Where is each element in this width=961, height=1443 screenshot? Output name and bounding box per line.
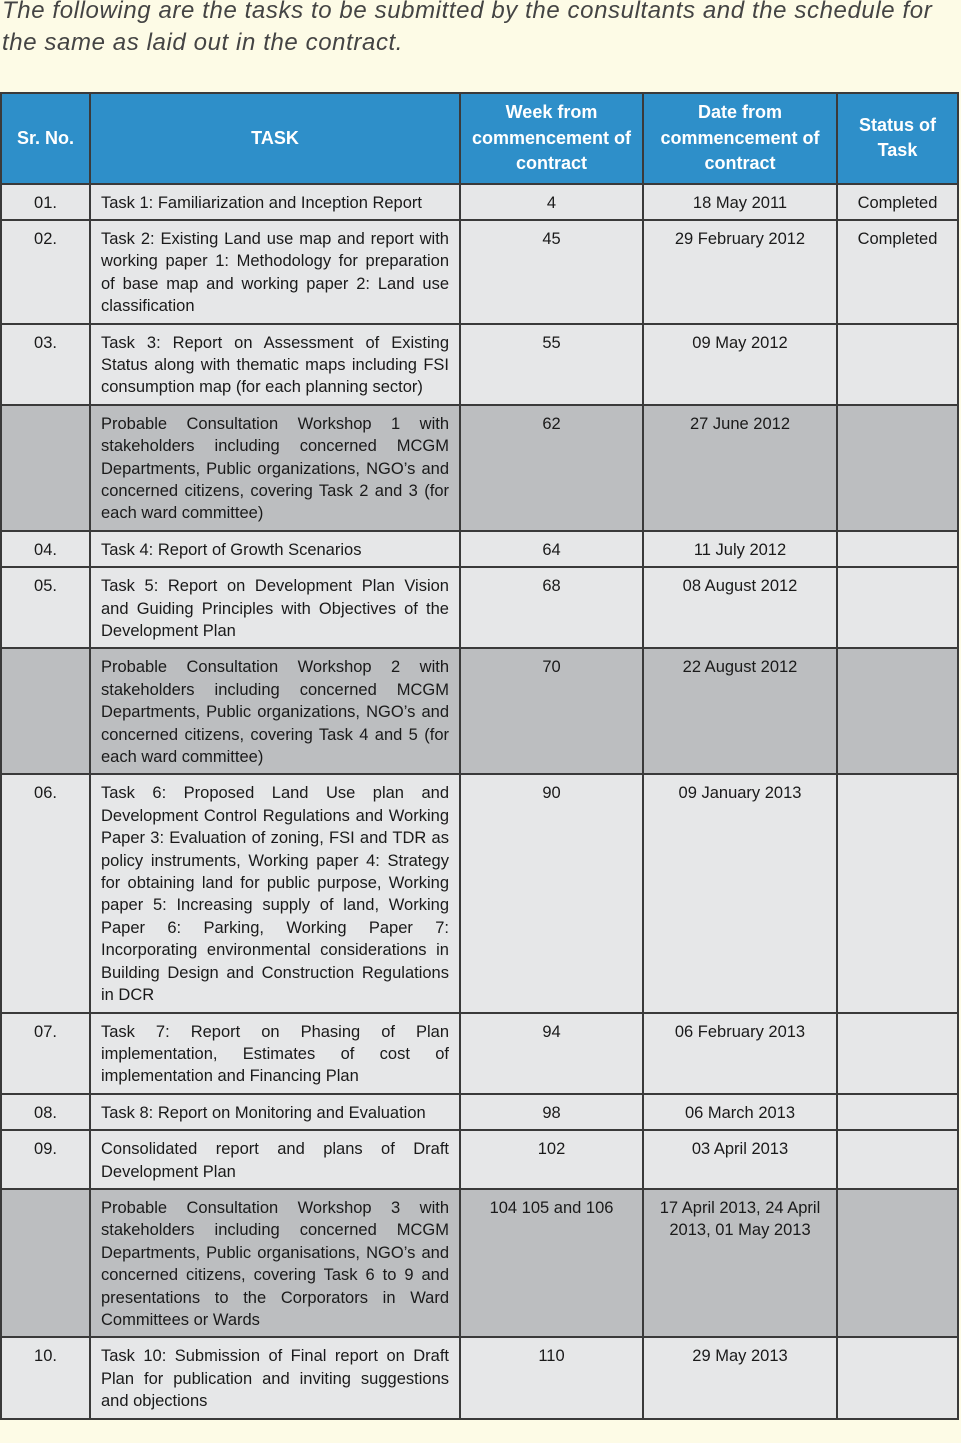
cell-status: Completed (837, 184, 958, 220)
cell-status: Completed (837, 220, 958, 324)
table-body (1, 184, 958, 1419)
cell-task: Task 1: Familiarization and Inception Report (90, 184, 460, 220)
cell-week: 68 (460, 567, 643, 648)
cell-date: 29 May 2013 (643, 1337, 837, 1418)
cell-sr-no: 07. (1, 1013, 90, 1094)
cell-week: 90 (460, 774, 643, 1012)
cell-sr-no: 03. (1, 324, 90, 405)
task-schedule-table (0, 92, 959, 1420)
cell-date: 06 March 2013 (643, 1094, 837, 1130)
cell-status (837, 405, 958, 531)
cell-sr-no (1, 648, 90, 774)
cell-sr-no (1, 405, 90, 531)
cell-status (837, 648, 958, 774)
cell-date: 18 May 2011 (643, 184, 837, 220)
cell-week: 4 (460, 184, 643, 220)
table-row (1, 184, 958, 220)
cell-sr-no: 09. (1, 1130, 90, 1189)
cell-sr-no: 05. (1, 567, 90, 648)
cell-week: 102 (460, 1130, 643, 1189)
cell-date: 29 February 2012 (643, 220, 837, 324)
cell-status (837, 1094, 958, 1130)
cell-task: Task 7: Report on Phasing of Plan implementation, Estimates of cost of implementation and Financing Plan (90, 1013, 460, 1094)
cell-week: 70 (460, 648, 643, 774)
header-status: Status of Task (837, 93, 958, 184)
cell-task: Consolidated report and plans of Draft Development Plan (90, 1130, 460, 1189)
intro-paragraph: The following are the tasks to be submitted by the consultants and the schedule for the same as laid out in the contract. (2, 0, 933, 56)
cell-task: Task 10: Submission of Final report on Draft Plan for publication and inviting suggestions and objections (90, 1337, 460, 1418)
cell-date: 06 February 2013 (643, 1013, 837, 1094)
table-row (1, 324, 958, 405)
table-row (1, 1337, 958, 1418)
header-date: Date from commencement of contract (643, 93, 837, 184)
cell-sr-no (1, 1189, 90, 1337)
cell-date: 08 August 2012 (643, 567, 837, 648)
table-row (1, 774, 958, 1012)
cell-status (837, 1337, 958, 1418)
cell-task: Probable Consultation Workshop 2 with stakeholders including concerned MCGM Departments, Public organizations, NGO’s and concerned citizens, covering Task 4 and 5 (for each ward committee) (90, 648, 460, 774)
cell-week: 104 105 and 106 (460, 1189, 643, 1337)
cell-week: 94 (460, 1013, 643, 1094)
cell-status (837, 324, 958, 405)
cell-date: 22 August 2012 (643, 648, 837, 774)
cell-date: 03 April 2013 (643, 1130, 837, 1189)
cell-status (837, 774, 958, 1012)
cell-sr-no: 04. (1, 531, 90, 567)
cell-date: 09 May 2012 (643, 324, 837, 405)
cell-task: Task 6: Proposed Land Use plan and Development Control Regulations and Working Paper 3: Evaluation of zoning, FSI and TDR as policy instruments, Working paper 4: Strategy for obtaining land for public purpose, Working paper 5: Increasing supply of land, Working Paper 6: Parking, Working Paper 7: Incorporating environmental considerations in Building Design and Construction Regulations in DCR (90, 774, 460, 1012)
cell-week: 55 (460, 324, 643, 405)
cell-week: 98 (460, 1094, 643, 1130)
cell-date: 17 April 2013, 24 April 2013, 01 May 2013 (643, 1189, 837, 1337)
table-row (1, 1013, 958, 1094)
cell-status (837, 1189, 958, 1337)
cell-week: 110 (460, 1337, 643, 1418)
cell-sr-no: 06. (1, 774, 90, 1012)
cell-task: Probable Consultation Workshop 3 with stakeholders including concerned MCGM Departments, Public organisations, NGO’s and concerned citizens, covering Task 6 to 9 and presentations to the Corporators in Ward Committees or Wards (90, 1189, 460, 1337)
workshop-row (1, 1189, 958, 1337)
cell-sr-no: 08. (1, 1094, 90, 1130)
cell-sr-no: 10. (1, 1337, 90, 1418)
cell-week: 64 (460, 531, 643, 567)
cell-status (837, 531, 958, 567)
table-row (1, 531, 958, 567)
cell-status (837, 1130, 958, 1189)
cell-sr-no: 02. (1, 220, 90, 324)
cell-date: 11 July 2012 (643, 531, 837, 567)
cell-date: 09 January 2013 (643, 774, 837, 1012)
cell-task: Task 4: Report of Growth Scenarios (90, 531, 460, 567)
header-week: Week from commencement of contract (460, 93, 643, 184)
workshop-row (1, 405, 958, 531)
table-row (1, 567, 958, 648)
cell-task: Task 2: Existing Land use map and report with working paper 1: Methodology for preparation of base map and working paper 2: Land use classification (90, 220, 460, 324)
cell-week: 62 (460, 405, 643, 531)
table-row (1, 1130, 958, 1189)
cell-sr-no: 01. (1, 184, 90, 220)
cell-status (837, 1013, 958, 1094)
cell-task: Task 5: Report on Development Plan Vision and Guiding Principles with Objectives of the Development Plan (90, 567, 460, 648)
header-task: TASK (90, 93, 460, 184)
table-header-row (1, 93, 958, 184)
cell-date: 27 June 2012 (643, 405, 837, 531)
cell-task: Task 8: Report on Monitoring and Evaluation (90, 1094, 460, 1130)
cell-task: Task 3: Report on Assessment of Existing Status along with thematic maps including FSI consumption map (for each planning sector) (90, 324, 460, 405)
header-sr-no: Sr. No. (1, 93, 90, 184)
cell-task: Probable Consultation Workshop 1 with stakeholders including concerned MCGM Departments, Public organizations, NGO’s and concerned citizens, covering Task 2 and 3 (for each ward committee) (90, 405, 460, 531)
table-row (1, 220, 958, 324)
cell-status (837, 567, 958, 648)
table-row (1, 1094, 958, 1130)
cell-week: 45 (460, 220, 643, 324)
workshop-row (1, 648, 958, 774)
